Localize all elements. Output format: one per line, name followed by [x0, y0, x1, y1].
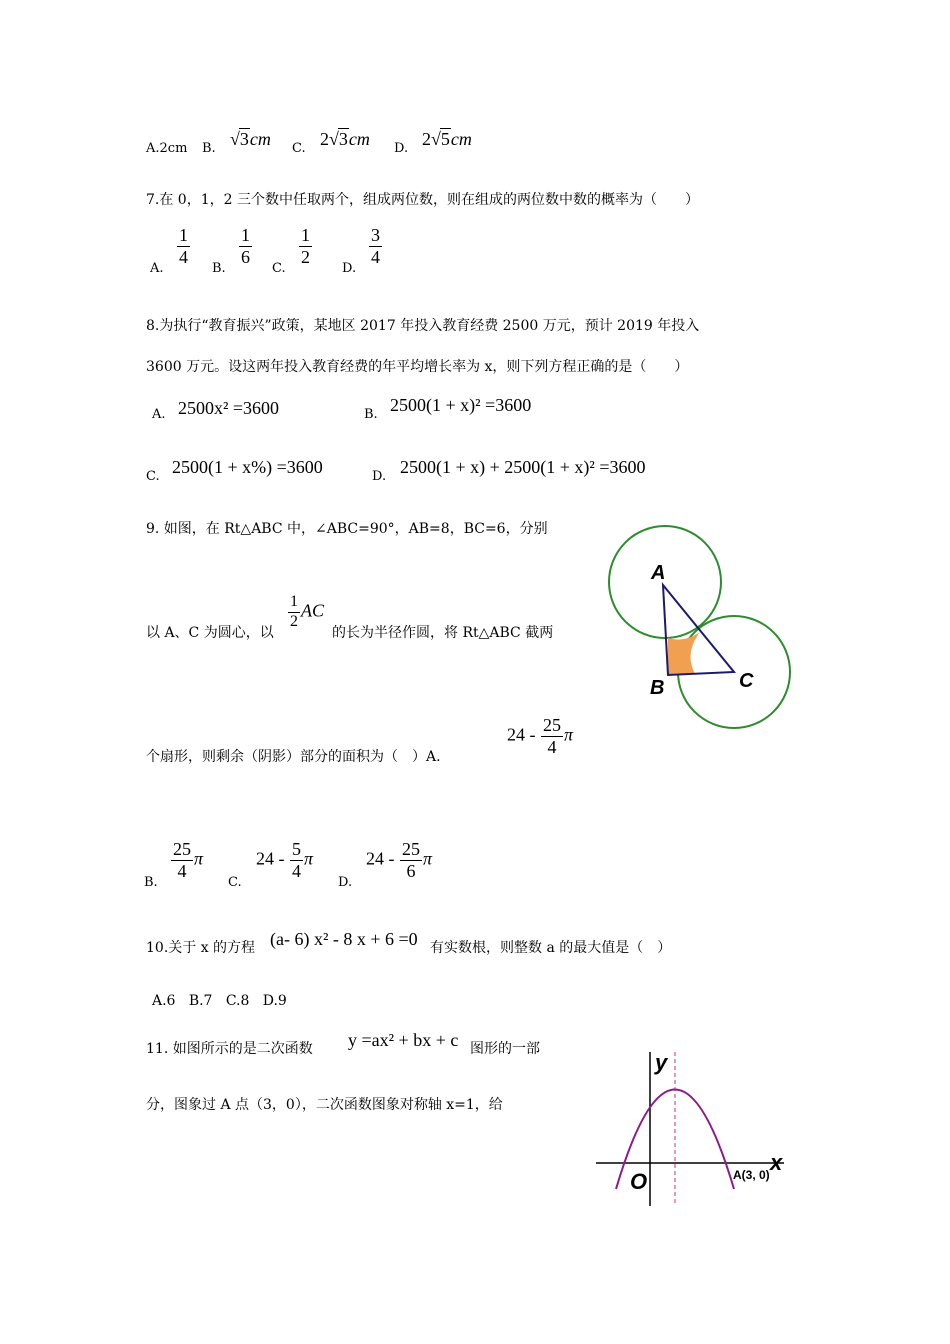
q7-option-a-fraction: $\frac{1}{4}$ [179, 225, 188, 267]
q9-text-line3: 个扇形，则剩余（阴影）部分的面积为（ ）A. [146, 749, 441, 765]
q10-text-start: 10.关于 x 的方程 [146, 940, 256, 956]
q10-equation: (a- 6) x² - 8 x + 6 =0 [270, 929, 418, 949]
q8-option-b-label: B. [364, 407, 378, 422]
q11-figure [594, 1048, 804, 1208]
q8-option-d-equation: 2500(1 + x) + 2500(1 + x)² =3600 [400, 457, 646, 477]
q7-text: 7.在 0，1，2 三个数中任取两个，组成两位数，则在组成的两位数中数的概率为（ ） [146, 192, 699, 208]
q8-option-c-label: C. [146, 469, 160, 484]
q8-option-b-equation: 2500(1 + x)² =3600 [390, 395, 532, 415]
q9-text-line1: 9. 如图，在 Rt△ABC 中，∠ABC=90°，AB=8，BC=6，分别 [146, 521, 548, 537]
q8-option-a-equation: 2500x² =3600 [178, 398, 280, 418]
q8-text-line1: 8.为执行“教育振兴”政策，某地区 2017 年投入教育经费 2500 万元，预计 2019 年投入 [146, 318, 700, 334]
q11-text-line2: 分，图象过 A 点（3，0），二次函数图象对称轴 x=1，给 [146, 1097, 503, 1113]
label-a: A [651, 562, 666, 584]
q6-option-b-label: B. [202, 141, 216, 156]
q9-option-c-math: 24 - $\frac{5}{4}$ π [256, 839, 314, 881]
q7-option-b-fraction: $\frac{1}{6}$ [241, 225, 250, 267]
q7-option-d-fraction: $\frac{3}{4}$ [371, 225, 380, 267]
q9-option-d-math: 24 - $\frac{25}{6}$ π [366, 839, 433, 881]
q9-option-b-math: $\frac{25}{4}$ π [173, 839, 204, 881]
label-point-a: A(3, 0) [733, 1168, 770, 1182]
q9-option-b-label: B. [144, 875, 158, 890]
q9-option-d-label: D. [338, 875, 353, 890]
q11-equation: y =ax² + bx + c [348, 1030, 459, 1050]
q8-option-d-label: D. [372, 469, 387, 484]
q9-text-line2-start: 以 A、C 为圆心，以 [146, 625, 274, 641]
q6-option-d-label: D. [394, 141, 409, 156]
q8-option-c-equation: 2500(1 + x%) =3600 [172, 457, 323, 477]
q9-text-line2-end: 的长为半径作圆，将 Rt△ABC 截两 [332, 625, 554, 641]
q7-option-a-label: A. [150, 261, 164, 276]
label-c: C [739, 670, 754, 692]
q11-text-end: 图形的一部 [470, 1041, 540, 1057]
label-b: B [650, 677, 665, 699]
q6-option-b-math: √3cm [230, 129, 271, 149]
q6-option-d-math: 2√5cm [422, 129, 472, 149]
q10-text-end: 有实数根，则整数 a 的最大值是（ ） [430, 940, 672, 956]
q7-option-c-fraction: $\frac{1}{2}$ [301, 225, 310, 267]
q7-option-b-label: B. [212, 261, 226, 276]
label-x: x [770, 1150, 783, 1175]
label-y: y [655, 1050, 668, 1075]
q7-option-d-label: D. [342, 261, 357, 276]
label-origin: O [630, 1169, 648, 1194]
q6-option-a: A.2cm [146, 141, 188, 156]
q9-half-ac-math: $\frac{1}{2}$ AC [290, 593, 325, 630]
q11-text-start: 11. 如图所示的是二次函数 [146, 1041, 313, 1057]
q9-option-a-math: 24 - $\frac{25}{4}$ π [507, 715, 574, 757]
q8-option-a-label: A. [152, 407, 166, 422]
q10-options: A.6 B.7 C.8 D.9 [152, 993, 287, 1009]
q8-text-line2: 3600 万元。设这两年投入教育经费的年平均增长率为 x，则下列方程正确的是（ ） [146, 359, 689, 375]
q7-option-c-label: C. [272, 261, 286, 276]
q6-option-c-math: 2√3cm [320, 129, 370, 149]
q9-figure [600, 525, 800, 740]
q6-option-c-label: C. [292, 141, 306, 156]
q9-option-c-label: C. [228, 875, 242, 890]
